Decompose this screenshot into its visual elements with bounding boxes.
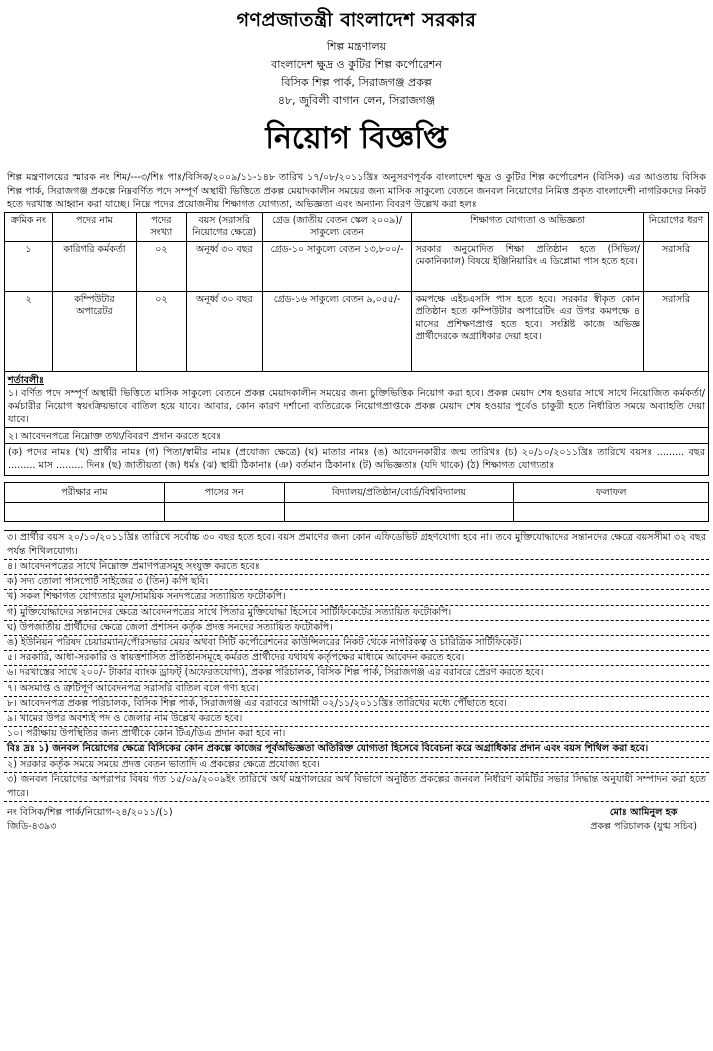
cell-age: অনূর্ধ্ব ৩০ বছর bbox=[186, 291, 262, 371]
note-item: ৩। প্রার্থীর বয়স ২০/১০/২০১১খ্রিঃ তারিখে সর্বোচ্চ ৩০ বছর হতে হবে। বয়স প্রমাণের জন্য কোন এফিডেভিট গ্রহণযোগ্য হবে না। তবে মুক্তিযোদ্ধাদের সন্তানদের ক্ষেত্রে বয়সসীমা ৩২ বছর পর্যন্ত শিথিলযোগ্য। bbox=[4, 531, 709, 560]
note-item: ঙ) ইউনিয়ন পরিষদ চেয়ারম্যান/পৌরসভার মেয়র অথবা সিটি কর্পোরেশনের কাউন্সিলরের নিকট থেকে নাগরিকত্ব ও চারিত্রিক সার্টিফিকেট। bbox=[4, 636, 709, 651]
cell-serial: ২ bbox=[5, 291, 53, 371]
col-pass-year: পাসের সন bbox=[164, 482, 284, 502]
col-result: ফলাফল bbox=[514, 482, 709, 502]
cell-post: কম্পিউটার অপারেটর bbox=[52, 291, 136, 371]
cell-qualification: কমপক্ষে এইচএসসি পাস হতে হবে। সরকার স্বীকৃত কোন প্রতিষ্ঠান হতে কম্পিউটার অপারেটিং এর উপর কমপক্ষে ৪ মাসের প্রশিক্ষণপ্রাপ্ত হতে হবে। সংশ্লিষ্ট কাজে অভিজ্ঞ প্রার্থীদেরকে অগ্রাধিকার দেয়া হবে। bbox=[412, 291, 644, 371]
ad-number: জিডি-৪৩৯৩ bbox=[7, 820, 57, 832]
intro-paragraph: শিল্প মন্ত্রণালয়ের স্মারক নং শিম/---৩/শিঃ পাঃ/বিসিক/২০০৯/১১-১৪৮ তারিখ ১৭/০৮/২০১১খ্রিঃ অনুসরণপূর্বক বাংলাদেশ ক্ষুদ্র ও কুটির শিল্প কর্পোরেশন (বিসিক) এর আওতায় বিসিক শিল্প পার্ক, সিরাজগঞ্জ প্রকল্পে নিম্নবর্ণিত পদে সম্পূর্ণ অস্থায়ী ভিত্তিতে প্রকল্প মেয়াদকালীন সময়ের জন্য মাসিক সাকুল্যে বেতনে জনবল নিয়োগের নিমিত্ত প্রকৃত বাংলাদেশী নাগরিকদের নিকট হতে দরখাস্ত আহ্বান করা যাচ্ছে। নিম্নে পদের প্রয়োজনীয় শিক্ষাগত যোগ্যতা, অভিজ্ঞতা এবং অন্যান্য বিবরণ উল্লেখ করা হলঃ bbox=[7, 172, 706, 210]
note-item: গ) মুক্তিযোদ্ধাদের সন্তানদের ক্ষেত্রে আবেদনপত্রের সাথে পিতার মুক্তিযোদ্ধা হিসেবে সার্টিফিকেটের সত্যায়িত ফটোকপি। bbox=[4, 606, 709, 621]
cell-type: সরাসরি bbox=[644, 241, 709, 291]
col-grade: গ্রেড (জাতীয় বেতন স্কেল ২০০৯)/সাকুল্যে বেতন bbox=[262, 212, 412, 241]
address-line: ৪৮, জুবিলী বাগান লেন, সিরাজগঞ্জ bbox=[277, 94, 436, 107]
empty-cell bbox=[514, 502, 709, 521]
signature-block bbox=[590, 806, 697, 833]
col-serial: ক্রমিক নং bbox=[5, 212, 53, 241]
cell-age: অনূর্ধ্ব ৩০ বছর bbox=[186, 241, 262, 291]
notes-section bbox=[4, 530, 709, 803]
letterhead bbox=[4, 6, 709, 165]
table-row bbox=[5, 291, 709, 371]
table-row bbox=[5, 241, 709, 291]
project-line: বিসিক শিল্প পার্ক, সিরাজগঞ্জ প্রকল্প bbox=[281, 76, 432, 89]
positions-table bbox=[4, 212, 709, 372]
term-2-body: (ক) পদের নামঃ (খ) প্রার্থীর নামঃ (গ) পিতা/স্বামীর নামঃ (প্রযোজ্য ক্ষেত্রে) (ঘ) মাতার নামঃ (ঙ) আবেদনকারীর জন্ম তারিখঃ (চ) ২০/১০/২০১১খ্রিঃ তারিখে বয়সঃ ......... বছর ......... মাস ......... দিনঃ (ছ) জাতীয়তা (জ) ধর্মঃ (ঝ) স্থায়ী ঠিকানাঃ (ঞ) বর্তমান ঠিকানাঃ (ট) অভিজ্ঞতাঃ (যদি থাকে) (ঠ) শিক্ষাগত যোগ্যতাঃ bbox=[5, 443, 708, 473]
terms-section bbox=[4, 372, 709, 476]
signatory-name: মোঃ আমিনুল হক bbox=[609, 807, 678, 819]
term-2-heading: ২। আবেদনপত্রে নিম্নোক্ত তথ্য/বিবরণ প্রদান করতে হবেঃ bbox=[5, 427, 708, 443]
government-title: গণপ্রজাতন্ত্রী বাংলাদেশ সরকার bbox=[236, 9, 477, 31]
cell-grade: গ্রেড-১০ সাকুল্যে বেতন ১৩,৮০০/- bbox=[262, 241, 412, 291]
note-item: ঘ) উপজাতীয় প্রার্থীদের ক্ষেত্রে জেলা প্রশাসন কর্তৃক প্রদত্ত সনদের সত্যায়িত ফটোকপি। bbox=[4, 621, 709, 636]
footer bbox=[4, 806, 709, 833]
positions-header-row bbox=[5, 212, 709, 241]
memo-number: নং বিসিক/শিল্প পার্ক/নিয়োগ-২৪/২০১১/(১) bbox=[7, 807, 173, 819]
ministry-line: শিল্প মন্ত্রণালয় bbox=[326, 40, 387, 53]
note-item: ৮। আবেদনপত্র প্রকল্প পরিচালক, বিসিক শিল্প পার্ক, সিরাজগঞ্জ এর বরাবরে আগামী ০২/১১/২০১১খ্রিঃ তারিখের মধ্যে পৌঁছাতে হবে। bbox=[4, 697, 709, 712]
empty-cell bbox=[5, 502, 165, 521]
note-item: ৩) জনবল নিয়োগের অপরাপর বিষয় গত ১৫/০৯/২০০৯ইং তারিখে অর্থ মন্ত্রণালয়ের অর্থ বিভাগে অনুষ্ঠিত প্রকল্পের জনবল নির্ধারণ কমিটির সভার সিদ্ধান্ত অনুযায়ী সম্পাদন করা হতে পারে। bbox=[4, 773, 709, 802]
note-item: ৬। দরখাস্তের সাথে ২০০/- টাকার ব্যাংক ড্রাফট্ (অফেরতযোগ্য), প্রকল্প পরিচালক, বিসিক শিল্প পার্ক, সিরাজগঞ্জ এর বরাবরে প্রেরণ করতে হবে। bbox=[4, 666, 709, 681]
corporation-line: বাংলাদেশ ক্ষুদ্র ও কুটির শিল্প কর্পোরেশন bbox=[271, 58, 442, 71]
cell-grade: গ্রেড-১৬ সাকুল্যে বেতন ৯,০৫৫/- bbox=[262, 291, 412, 371]
col-age: বয়স (সরাসরি নিয়োগের ক্ষেত্রে) bbox=[186, 212, 262, 241]
empty-cell bbox=[164, 502, 284, 521]
signatory-title: প্রকল্প পরিচালক (যুগ্ম সচিব) bbox=[590, 820, 697, 832]
col-exam-name: পরীক্ষার নাম bbox=[5, 482, 165, 502]
notice-page bbox=[4, 6, 709, 1046]
notice-title: নিয়োগ বিজ্ঞপ্তি bbox=[265, 121, 448, 156]
note-item: ২) সরকার কর্তৃক সময়ে সময়ে প্রদত্ত বেতন ভাতাদি এ প্রকল্পের ক্ষেত্রে প্রযোজ্য হবে। bbox=[4, 758, 709, 773]
cell-count: ০২ bbox=[136, 291, 186, 371]
col-count: পদের সংখ্যা bbox=[136, 212, 186, 241]
cell-post: কারিগরি কর্মকর্তা bbox=[52, 241, 136, 291]
col-type: নিয়োগের ধরণ bbox=[644, 212, 709, 241]
note-item: খ) সকল শিক্ষাগত যোগ্যতার মূল/সাময়িক সনদপত্রের সত্যায়িত ফটোকপি। bbox=[4, 590, 709, 605]
note-item: বিঃ দ্রঃ ১) জনবল নিয়োগের ক্ষেত্রে বিসিকের কোন প্রকল্পে কাজের পূর্বঅভিজ্ঞতা অতিরিক্ত যোগ্যতা হিসেবে বিবেচনা করে অগ্রাধিকার প্রদান এবং বয়স শিথিল করা হবে। bbox=[4, 742, 709, 757]
note-item: ৫। সরকারি, আধা-সরকারি ও স্বায়ত্তশাসিত প্রতিষ্ঠানসমূহে কর্মরত প্রার্থীদের যথাযথ কর্তৃপক্ষের মাধ্যমে আবেদন করতে হবে। bbox=[4, 651, 709, 666]
terms-title: শর্তাবলীঃ bbox=[8, 374, 45, 386]
note-item: ৭। অসমাপ্ত ও ত্রুটিপূর্ণ আবেদনপত্র সরাসরি বাতিল বলে গণ্য হবে। bbox=[4, 682, 709, 697]
col-post: পদের নাম bbox=[52, 212, 136, 241]
cell-serial: ১ bbox=[5, 241, 53, 291]
term-1: ১। বর্ণিত পদে সম্পূর্ণ অস্থায়ী ভিত্তিতে মাসিক সাকুল্যে বেতনে প্রকল্প মেয়াদকালীন সময়ের জন্য চুক্তিভিত্তিক নিয়োগ করা হবে। প্রকল্প মেয়াদ শেষ হওয়ার সাথে সাথে নিয়োজিত কর্মকর্তা/কর্মচারীর নিয়োগ স্বয়ংক্রিয়ভাবে বাতিল হয়ে যাবে। আবার, কোন কারণ দর্শানো ব্যতিরেকে নিয়োগপ্রাপ্তকে প্রকল্প মেয়াদ শেষ হওয়ার পূর্বেও চাকুরী হতে নির্ধারিত সময়ে অব্যাহতি দেয়া যাবে। bbox=[8, 387, 705, 426]
note-item: ৪। আবেদনপত্রের সাথে নিম্নোক্ত প্রমাণপত্রসমূহ সংযুক্ত করতে হবেঃ bbox=[4, 560, 709, 575]
note-item: ক) সদ্য তোলা পাসপোর্ট সাইজের ৩ (তিন) কপি ছবি। bbox=[4, 575, 709, 590]
note-item: ৯। খামের উপর অবশ্যই পদ ও জেলার নাম উল্লেখ করতে হবে। bbox=[4, 712, 709, 727]
col-institution: বিদ্যালয়/প্রতিষ্ঠান/বোর্ড/বিশ্ববিদ্যালয় bbox=[284, 482, 514, 502]
cell-count: ০২ bbox=[136, 241, 186, 291]
col-qualification: শিক্ষাগত যোগ্যতা ও অভিজ্ঞতা bbox=[412, 212, 644, 241]
exam-table bbox=[4, 482, 709, 522]
note-item: ১০। পরীক্ষায় উপস্থিতির জন্য প্রার্থীকে কোন টিএ/ডিএ প্রদান করা হবে না। bbox=[4, 727, 709, 742]
cell-type: সরাসরি bbox=[644, 291, 709, 371]
empty-cell bbox=[284, 502, 514, 521]
exam-empty-row bbox=[5, 502, 709, 521]
cell-qualification: সরকার অনুমোদিত শিক্ষা প্রতিষ্ঠান হতে (সিভিল/মেকানিক্যাল) বিষয়ে ইঞ্জিনিয়ারিং এ ডিপ্লোমা পাস হতে হবে। bbox=[412, 241, 644, 291]
exam-header-row bbox=[5, 482, 709, 502]
